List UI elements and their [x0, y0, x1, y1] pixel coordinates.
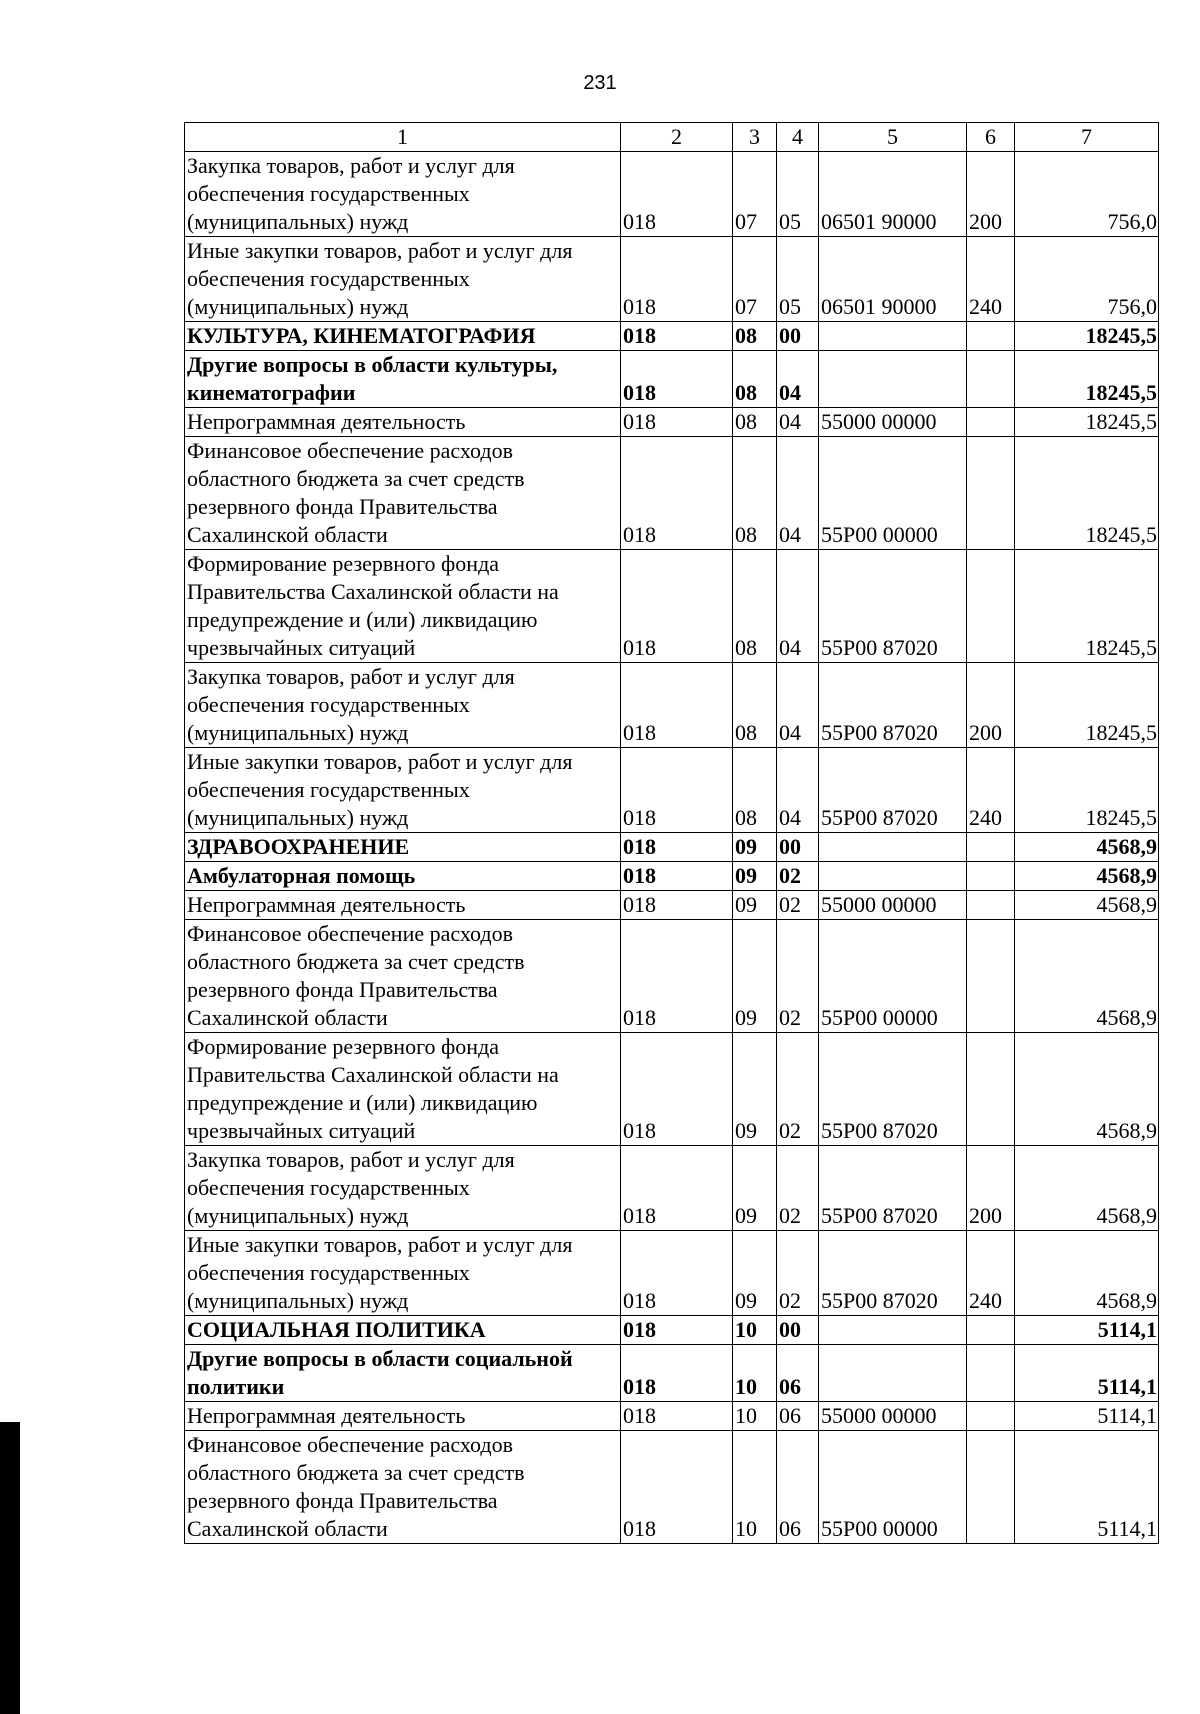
amount-cell: 756,0 — [1015, 237, 1159, 322]
section-code-cell: 09 — [733, 1146, 777, 1231]
subsection-code-cell: 04 — [777, 550, 819, 663]
section-code-cell: 08 — [733, 408, 777, 437]
target-article-cell — [819, 1316, 967, 1345]
expense-name-cell: Непрограммная деятельность — [185, 891, 621, 920]
table-row — [185, 833, 1159, 862]
target-article-cell — [819, 351, 967, 408]
expense-name-cell: Закупка товаров, работ и услуг для обеспечения государственных (муниципальных) нужд — [185, 1146, 621, 1231]
subsection-code-cell: 06 — [777, 1431, 819, 1544]
expense-name-cell: СОЦИАЛЬНАЯ ПОЛИТИКА — [185, 1316, 621, 1345]
subsection-code-cell: 05 — [777, 152, 819, 237]
expense-type-cell — [967, 550, 1015, 663]
subsection-code-cell: 02 — [777, 1231, 819, 1316]
header-cell-4: 4 — [777, 123, 819, 152]
subsection-code-cell: 04 — [777, 437, 819, 550]
table-row — [185, 1231, 1159, 1316]
header-cell-7: 7 — [1015, 123, 1159, 152]
table-row — [185, 408, 1159, 437]
amount-cell: 18245,5 — [1015, 408, 1159, 437]
amount-cell: 4568,9 — [1015, 862, 1159, 891]
department-code-cell: 018 — [621, 1033, 733, 1146]
expense-type-cell: 200 — [967, 663, 1015, 748]
table-row — [185, 152, 1159, 237]
expense-name-cell: Формирование резервного фонда Правительства Сахалинской области на предупреждение и (или) ликвидацию чрезвычайных ситуаций — [185, 550, 621, 663]
expense-type-cell — [967, 408, 1015, 437]
table-row — [185, 1402, 1159, 1431]
table-body — [185, 123, 1159, 1544]
amount-cell: 5114,1 — [1015, 1402, 1159, 1431]
amount-cell: 18245,5 — [1015, 748, 1159, 833]
subsection-code-cell: 02 — [777, 1033, 819, 1146]
expense-name-cell: Закупка товаров, работ и услуг для обеспечения государственных (муниципальных) нужд — [185, 663, 621, 748]
section-code-cell: 08 — [733, 550, 777, 663]
target-article-cell — [819, 862, 967, 891]
table-row — [185, 663, 1159, 748]
target-article-cell: 55Р00 87020 — [819, 1033, 967, 1146]
subsection-code-cell: 00 — [777, 833, 819, 862]
target-article-cell — [819, 833, 967, 862]
table-row — [185, 748, 1159, 833]
subsection-code-cell: 02 — [777, 891, 819, 920]
target-article-cell: 55Р00 00000 — [819, 437, 967, 550]
expense-type-cell — [967, 833, 1015, 862]
expense-type-cell — [967, 862, 1015, 891]
expense-name-cell: ЗДРАВООХРАНЕНИЕ — [185, 833, 621, 862]
amount-cell: 5114,1 — [1015, 1316, 1159, 1345]
expense-name-cell: Амбулаторная помощь — [185, 862, 621, 891]
department-code-cell: 018 — [621, 550, 733, 663]
amount-cell: 4568,9 — [1015, 920, 1159, 1033]
amount-cell: 756,0 — [1015, 152, 1159, 237]
target-article-cell — [819, 322, 967, 351]
amount-cell: 4568,9 — [1015, 833, 1159, 862]
expense-type-cell — [967, 351, 1015, 408]
expense-type-cell — [967, 920, 1015, 1033]
expense-type-cell: 240 — [967, 1231, 1015, 1316]
expense-type-cell — [967, 891, 1015, 920]
target-article-cell — [819, 1345, 967, 1402]
section-code-cell: 08 — [733, 663, 777, 748]
table-row — [185, 862, 1159, 891]
amount-cell: 4568,9 — [1015, 1033, 1159, 1146]
section-code-cell: 07 — [733, 237, 777, 322]
department-code-cell: 018 — [621, 152, 733, 237]
expense-name-cell: Финансовое обеспечение расходов областного бюджета за счет средств резервного фонда Правительства Сахалинской области — [185, 1431, 621, 1544]
amount-cell: 18245,5 — [1015, 550, 1159, 663]
section-code-cell: 09 — [733, 1033, 777, 1146]
target-article-cell: 55Р00 00000 — [819, 920, 967, 1033]
target-article-cell: 55000 00000 — [819, 1402, 967, 1431]
subsection-code-cell: 04 — [777, 408, 819, 437]
table-row — [185, 237, 1159, 322]
department-code-cell: 018 — [621, 862, 733, 891]
table-row — [185, 322, 1159, 351]
expense-type-cell: 240 — [967, 748, 1015, 833]
expense-name-cell: Иные закупки товаров, работ и услуг для обеспечения государственных (муниципальных) нужд — [185, 237, 621, 322]
budget-table — [184, 122, 1159, 1544]
department-code-cell: 018 — [621, 1431, 733, 1544]
department-code-cell: 018 — [621, 322, 733, 351]
section-code-cell: 10 — [733, 1316, 777, 1345]
amount-cell: 18245,5 — [1015, 322, 1159, 351]
table-row — [185, 1345, 1159, 1402]
department-code-cell: 018 — [621, 1402, 733, 1431]
amount-cell: 5114,1 — [1015, 1431, 1159, 1544]
amount-cell: 18245,5 — [1015, 663, 1159, 748]
expense-type-cell — [967, 1033, 1015, 1146]
subsection-code-cell: 04 — [777, 663, 819, 748]
expense-name-cell: Формирование резервного фонда Правительства Сахалинской области на предупреждение и (или) ликвидацию чрезвычайных ситуаций — [185, 1033, 621, 1146]
expense-name-cell: КУЛЬТУРА, КИНЕМАТОГРАФИЯ — [185, 322, 621, 351]
expense-type-cell — [967, 1431, 1015, 1544]
target-article-cell: 55Р00 87020 — [819, 1146, 967, 1231]
expense-name-cell: Непрограммная деятельность — [185, 408, 621, 437]
target-article-cell: 55Р00 87020 — [819, 748, 967, 833]
expense-type-cell — [967, 437, 1015, 550]
amount-cell: 18245,5 — [1015, 437, 1159, 550]
section-code-cell: 10 — [733, 1345, 777, 1402]
header-cell-5: 5 — [819, 123, 967, 152]
subsection-code-cell: 02 — [777, 862, 819, 891]
table-row — [185, 1146, 1159, 1231]
section-code-cell: 08 — [733, 748, 777, 833]
expense-name-cell: Финансовое обеспечение расходов областного бюджета за счет средств резервного фонда Правительства Сахалинской области — [185, 437, 621, 550]
table-row — [185, 920, 1159, 1033]
section-code-cell: 08 — [733, 322, 777, 351]
expense-type-cell — [967, 322, 1015, 351]
section-code-cell: 09 — [733, 833, 777, 862]
header-row — [185, 123, 1159, 152]
department-code-cell: 018 — [621, 1146, 733, 1231]
target-article-cell: 55Р00 87020 — [819, 550, 967, 663]
subsection-code-cell: 02 — [777, 920, 819, 1033]
expense-name-cell: Другие вопросы в области социальной политики — [185, 1345, 621, 1402]
department-code-cell: 018 — [621, 748, 733, 833]
table-row — [185, 1033, 1159, 1146]
expense-type-cell: 200 — [967, 152, 1015, 237]
department-code-cell: 018 — [621, 663, 733, 748]
department-code-cell: 018 — [621, 237, 733, 322]
table-row — [185, 550, 1159, 663]
department-code-cell: 018 — [621, 891, 733, 920]
department-code-cell: 018 — [621, 351, 733, 408]
section-code-cell: 08 — [733, 437, 777, 550]
amount-cell: 4568,9 — [1015, 1146, 1159, 1231]
section-code-cell: 09 — [733, 920, 777, 1033]
page-number: 231 — [583, 72, 617, 94]
amount-cell: 5114,1 — [1015, 1345, 1159, 1402]
expense-name-cell: Другие вопросы в области культуры, кинематографии — [185, 351, 621, 408]
section-code-cell: 07 — [733, 152, 777, 237]
expense-type-cell — [967, 1402, 1015, 1431]
target-article-cell: 06501 90000 — [819, 237, 967, 322]
amount-cell: 4568,9 — [1015, 891, 1159, 920]
table-row — [185, 351, 1159, 408]
target-article-cell: 55Р00 87020 — [819, 663, 967, 748]
department-code-cell: 018 — [621, 833, 733, 862]
expense-type-cell — [967, 1316, 1015, 1345]
target-article-cell: 55Р00 87020 — [819, 1231, 967, 1316]
expense-type-cell: 200 — [967, 1146, 1015, 1231]
department-code-cell: 018 — [621, 1345, 733, 1402]
amount-cell: 4568,9 — [1015, 1231, 1159, 1316]
subsection-code-cell: 04 — [777, 351, 819, 408]
expense-type-cell — [967, 1345, 1015, 1402]
header-cell-2: 2 — [621, 123, 733, 152]
department-code-cell: 018 — [621, 1231, 733, 1316]
expense-name-cell: Непрограммная деятельность — [185, 1402, 621, 1431]
table-row — [185, 891, 1159, 920]
header-cell-3: 3 — [733, 123, 777, 152]
expense-name-cell: Закупка товаров, работ и услуг для обеспечения государственных (муниципальных) нужд — [185, 152, 621, 237]
section-code-cell: 09 — [733, 891, 777, 920]
expense-name-cell: Финансовое обеспечение расходов областного бюджета за счет средств резервного фонда Правительства Сахалинской области — [185, 920, 621, 1033]
subsection-code-cell: 00 — [777, 1316, 819, 1345]
header-cell-1: 1 — [185, 123, 621, 152]
header-cell-6: 6 — [967, 123, 1015, 152]
expense-name-cell: Иные закупки товаров, работ и услуг для обеспечения государственных (муниципальных) нужд — [185, 748, 621, 833]
department-code-cell: 018 — [621, 1316, 733, 1345]
amount-cell: 18245,5 — [1015, 351, 1159, 408]
table-row — [185, 1431, 1159, 1544]
subsection-code-cell: 06 — [777, 1345, 819, 1402]
target-article-cell: 55000 00000 — [819, 408, 967, 437]
table-row — [185, 1316, 1159, 1345]
expense-name-cell: Иные закупки товаров, работ и услуг для обеспечения государственных (муниципальных) нужд — [185, 1231, 621, 1316]
subsection-code-cell: 00 — [777, 322, 819, 351]
section-code-cell: 09 — [733, 862, 777, 891]
target-article-cell: 06501 90000 — [819, 152, 967, 237]
section-code-cell: 08 — [733, 351, 777, 408]
department-code-cell: 018 — [621, 437, 733, 550]
department-code-cell: 018 — [621, 920, 733, 1033]
scan-edge-bar — [0, 1422, 20, 1714]
expense-type-cell: 240 — [967, 237, 1015, 322]
section-code-cell: 09 — [733, 1231, 777, 1316]
target-article-cell: 55000 00000 — [819, 891, 967, 920]
table-row — [185, 437, 1159, 550]
subsection-code-cell: 02 — [777, 1146, 819, 1231]
target-article-cell: 55Р00 00000 — [819, 1431, 967, 1544]
subsection-code-cell: 04 — [777, 748, 819, 833]
section-code-cell: 10 — [733, 1431, 777, 1544]
department-code-cell: 018 — [621, 408, 733, 437]
subsection-code-cell: 06 — [777, 1402, 819, 1431]
subsection-code-cell: 05 — [777, 237, 819, 322]
section-code-cell: 10 — [733, 1402, 777, 1431]
